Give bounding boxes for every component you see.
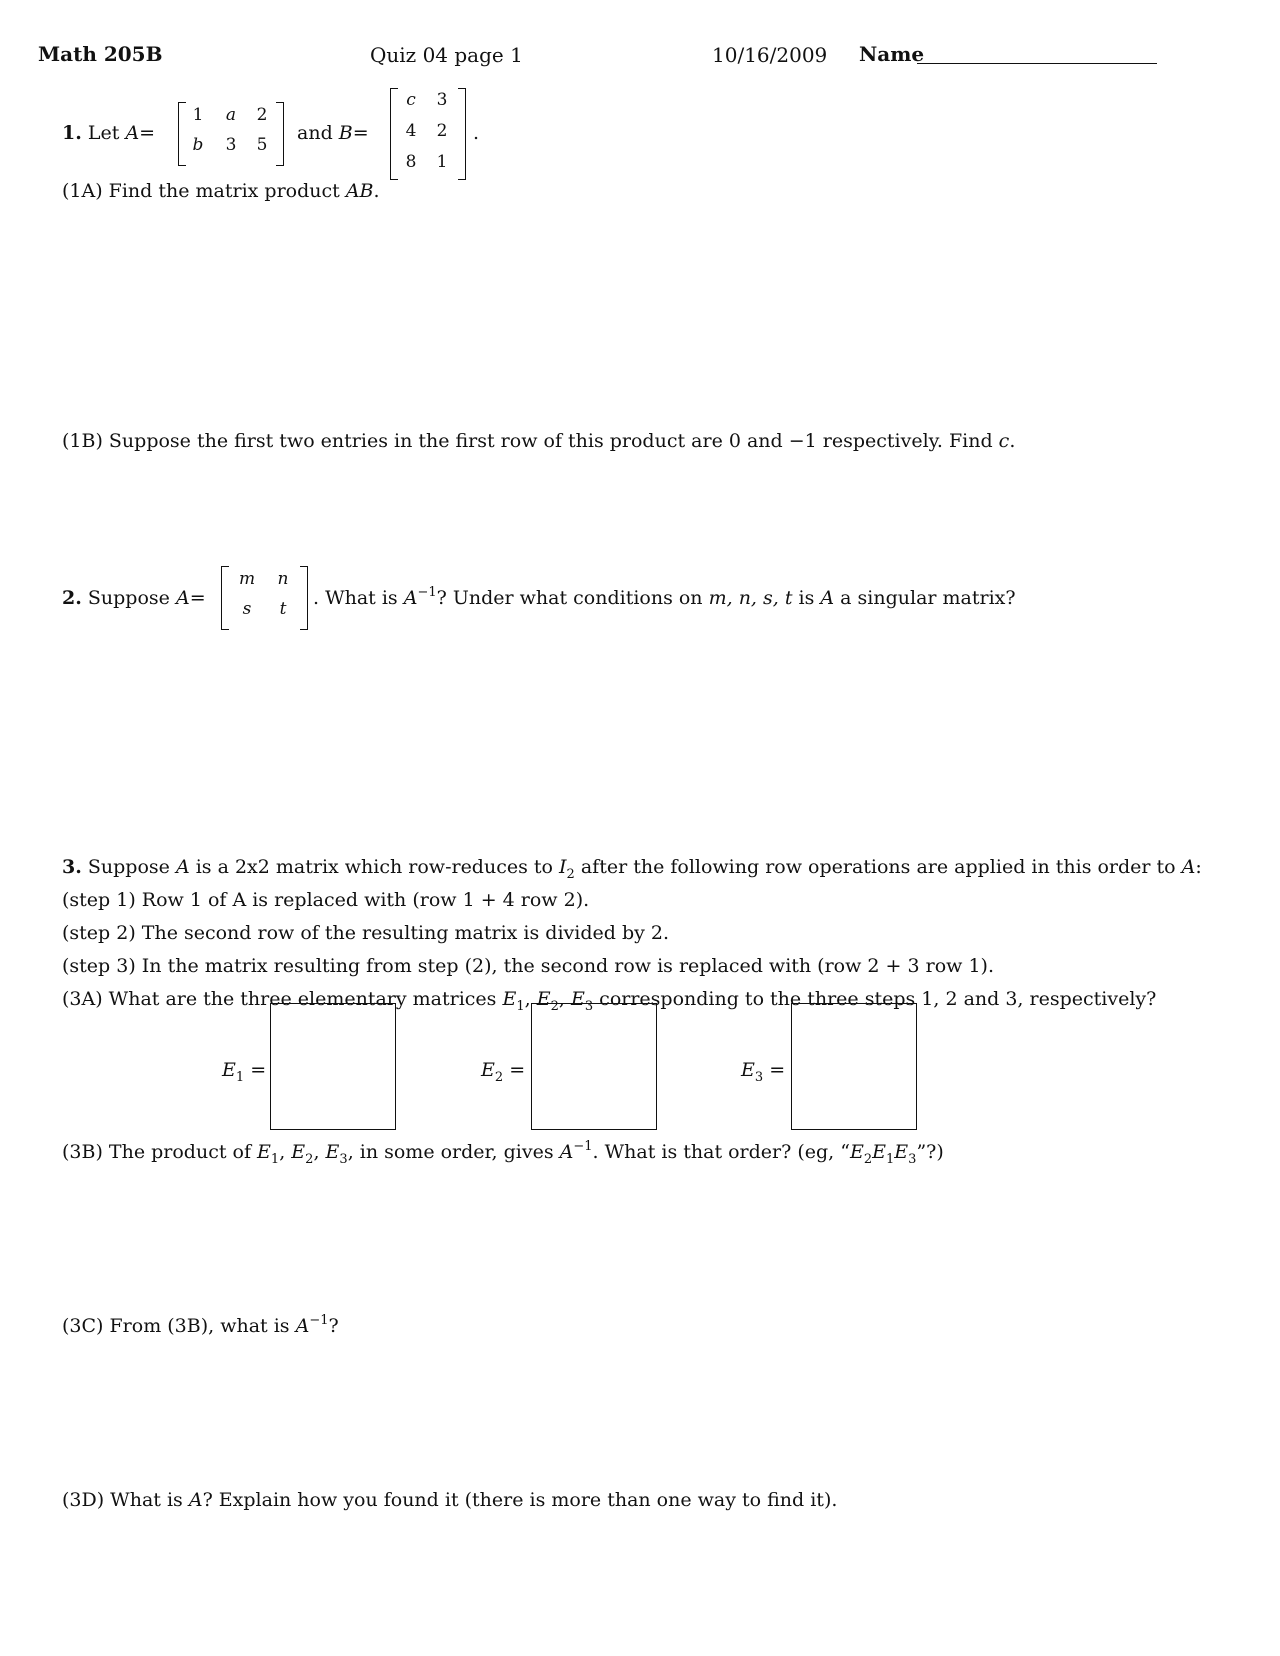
e3-eq: = [769,1059,786,1081]
e1-eq: = [250,1059,267,1081]
q2-inv-exp: −1 [417,585,437,600]
q3b-ex-E3: E [894,1141,909,1163]
q2-text2: ? Under what conditions on [436,587,709,609]
matrix-A-cell: b [192,135,204,155]
q3b-ex-E2-sub: 2 [863,1152,873,1167]
q3b-E1: E [257,1141,271,1163]
matrix-q2-cell: s [242,599,252,619]
e2-eq: = [509,1059,526,1081]
q3-part-c-1: (3C) From (3B), what is [62,1315,296,1337]
q3-E-1: E [502,988,517,1010]
e3-answer-box[interactable] [791,1003,917,1130]
q3-intro-3: after the following row operations are applied in this order to [574,856,1182,878]
matrix-q2 [221,566,308,630]
q3-part-c-2: ? [328,1315,339,1337]
q3-intro [62,856,1202,882]
q3-part-b-3: . What is that order? (eg, “ [592,1141,850,1163]
q2-text1: . What is [313,587,404,609]
matrix-q2-cell: m [238,569,256,589]
q3-intro-I-sub: 2 [566,867,575,882]
q3-intro-A: A [175,856,190,878]
e1-answer-box[interactable] [270,1003,396,1130]
q3-E-3-sub: 3 [584,999,594,1014]
q1-part-a-var: AB [345,180,374,202]
q3b-ex-E3-sub: 3 [908,1152,917,1167]
matrix-B-cell: 2 [436,121,448,141]
q1-part-b [62,430,1015,452]
q3-part-d-2: ? Explain how you found it (there is more than one way to find it). [202,1489,838,1511]
q2-text4: a singular matrix? [834,587,1016,609]
q3-intro-2: is a 2x2 matrix which row-reduces to [189,856,559,878]
q3b-E3-sub: 3 [339,1152,348,1167]
e1-label [222,1059,267,1085]
q3-intro-A2: A [1181,856,1196,878]
e3-sub: 3 [754,1070,764,1085]
q3-part-c-exp: −1 [309,1313,329,1328]
q1-eq-A: = [139,122,156,144]
e3-var: E [741,1059,755,1081]
q1-number: 1. [62,122,82,144]
q2-statement-lead [62,587,206,609]
q2-eq: = [189,587,206,609]
q3-part-b-4: ”?) [916,1141,944,1163]
q3-E-2-sub: 2 [550,999,559,1014]
q1-part-a-post: . [373,180,380,202]
q1-and: and [297,122,333,144]
q3-number: 3. [62,856,82,878]
matrix-B [390,88,466,180]
q2-number: 2. [62,587,82,609]
matrix-A-cell: 2 [256,105,268,125]
q3b-E2: E [291,1141,306,1163]
matrix-A-cell: a [225,105,237,125]
matrix-B-cell: 1 [436,152,448,172]
e1-sub: 1 [235,1070,245,1085]
q3-part-c-A: A [295,1315,310,1337]
name-label: Name [859,42,925,66]
matrix-A [178,102,284,166]
name-field-line [917,63,1157,64]
quiz-date: 10/16/2009 [712,43,828,67]
q1-part-a-text: (1A) Find the matrix product [62,180,346,202]
quiz-title: Quiz 04 page 1 [370,43,523,67]
q1-var-B: B [338,122,353,144]
matrix-B-cell: 8 [405,152,417,172]
q3-part-b-1: (3B) The product of [62,1141,258,1163]
matrix-A-cell: 5 [256,135,268,155]
q1-part-a [62,180,380,202]
q3-part-a-1: (3A) What are the three elementary matrices [62,988,503,1010]
q3b-E2-sub: 2 [305,1152,314,1167]
q3-E-3: E [570,988,585,1010]
matrix-q2-cell: t [279,599,287,619]
q3-part-b-exp: −1 [573,1139,593,1154]
q3-part-d-A: A [188,1489,203,1511]
q2-inv-var: A [403,587,418,609]
q3-intro-4: : [1195,856,1202,878]
q3-part-c [62,1315,339,1337]
q1-period: . [473,122,480,144]
q3b-ex-E1-sub: 1 [886,1152,895,1167]
matrix-B-cell: c [406,90,416,110]
e1-var: E [222,1059,236,1081]
q3-intro-I: I [559,856,567,878]
q1-statement [62,122,155,144]
q3-part-a-2: corresponding to the three steps 1, 2 and 3, respectively? [593,988,1157,1010]
q1-part-b-var: c [998,430,1010,452]
e2-sub: 2 [494,1070,504,1085]
q1-var-A: A [125,122,140,144]
q3b-ex-E2: E [849,1141,864,1163]
q1-part-b-text: (1B) Suppose the first two entries in the first row of this product are 0 and −1 respectively. Find [62,430,999,452]
q3-part-b-2: , in some order, gives [347,1141,560,1163]
q1-eq-B: = [352,122,369,144]
matrix-A-cell: 3 [225,135,237,155]
course-title: Math 205B [38,42,163,66]
q3-step-3: (step 3) In the matrix resulting from step (2), the second row is replaced with (row 2 + 3 row 1). [62,955,995,977]
q2-var-A: A [175,587,190,609]
q3-step-1: (step 1) Row 1 of A is replaced with (row 1 + 4 row 2). [62,889,590,911]
q3-part-b: (3B) The product of $E_1$, $E_2$, $E_3$, in some order, gives $A^{-1}$. What is that order? (eg, “$E_2E_1E_3$”?) [62,1139,944,1167]
matrix-A-cell: 1 [192,105,204,125]
q3-E-2: E [536,988,551,1010]
matrix-q2-cell: n [277,569,289,589]
q2-text3: is [792,587,821,609]
q3-intro-1: Suppose [87,856,176,878]
e2-label [481,1059,526,1085]
q3-step-2: (step 2) The second row of the resulting matrix is divided by 2. [62,922,670,944]
q2-vars: m, n, s, t [708,587,793,609]
q1-and-B [297,122,369,144]
q3-part-a: (3A) What are the three elementary matrices $E_1$, $E_2$, $E_3$ corresponding to the three steps 1, 2 and 3, respectively? [62,988,1157,1014]
matrix-B-cell: 4 [405,121,417,141]
e2-answer-box[interactable] [531,1003,657,1130]
q3b-E3: E [325,1141,340,1163]
e3-label [741,1059,786,1085]
q1-part-b-post: . [1009,430,1016,452]
q3-part-b-A: A [559,1141,574,1163]
e2-var: E [481,1059,495,1081]
q3-part-d-1: (3D) What is [62,1489,189,1511]
q2-var-A2: A [820,587,835,609]
q3-part-d [62,1489,837,1511]
q3b-ex-E1: E [872,1141,886,1163]
q1-let: Let [87,122,120,144]
q2-pre: Suppose [87,587,170,609]
matrix-B-cell: 3 [436,90,448,110]
q3-E-1-sub: 1 [516,999,525,1014]
q3b-E1-sub: 1 [270,1152,280,1167]
q2-statement-rest [313,587,1016,609]
